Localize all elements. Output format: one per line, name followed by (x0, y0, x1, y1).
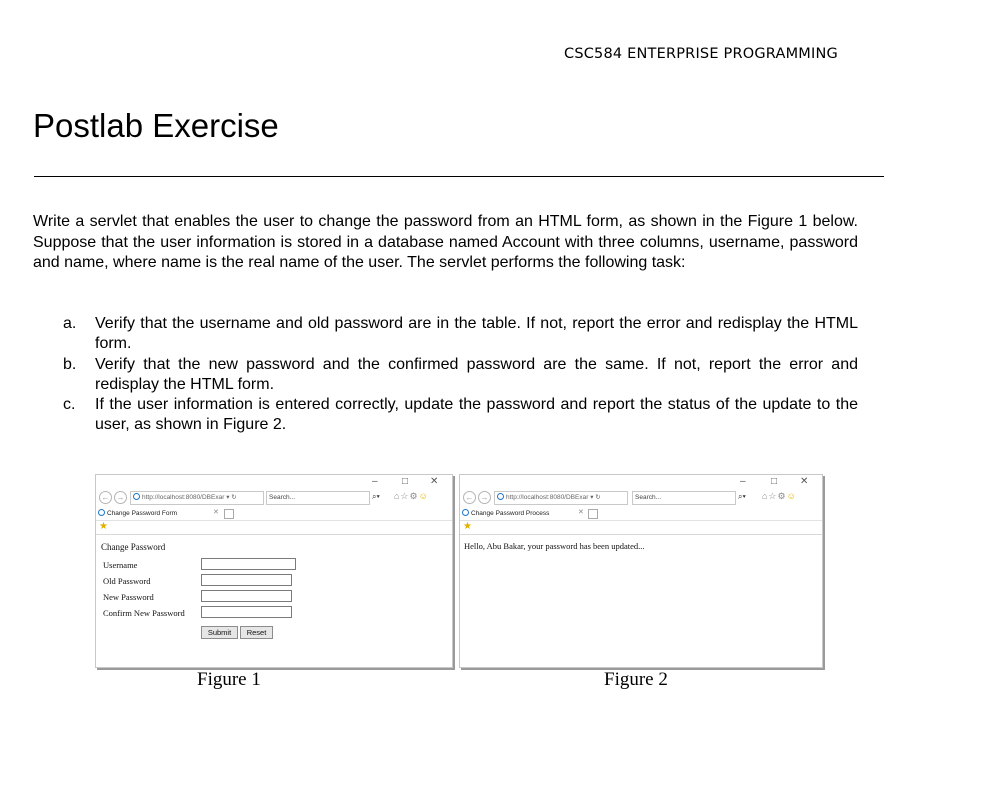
search-icon[interactable]: ⌕▾ (372, 492, 380, 501)
forward-icon[interactable]: → (478, 491, 491, 504)
address-bar[interactable]: http://localhost:8080/DBExar ▾ ↻ (494, 491, 628, 505)
reset-button[interactable]: Reset (240, 626, 273, 639)
minimize-icon[interactable]: – (740, 476, 746, 487)
task-list (63, 314, 858, 436)
task-text: Verify that the username and old password are in the table. If not, report the error and redisplay the HTML form. (95, 315, 858, 353)
figure1-browser-window (95, 474, 453, 668)
page-title: Postlab Exercise (33, 107, 279, 144)
task-text: Verify that the new password and the confirmed password are the same. If not, report the error and redisplay the HTML form. (95, 355, 858, 393)
task-text: If the user information is entered correctly, update the password and report the status of the update to the user, as shown in Figure 2. (95, 396, 858, 434)
new-tab-button[interactable] (588, 509, 598, 519)
address-text: http://localhost:8080/DBExar (142, 494, 225, 501)
figure1-caption: Figure 1 (197, 669, 261, 690)
smiley-icon[interactable]: ☺ (786, 491, 797, 501)
back-icon[interactable]: ← (99, 491, 112, 504)
tab-close-icon[interactable]: ✕ (213, 509, 219, 516)
ie-logo-icon (133, 493, 140, 500)
task-item-c (63, 395, 858, 436)
ie-logo-icon (462, 509, 469, 516)
task-item-a (63, 314, 858, 355)
maximize-icon[interactable]: □ (402, 476, 409, 487)
window-titlebar (96, 475, 452, 489)
username-label: Username (103, 560, 138, 570)
confirm-password-input[interactable] (201, 606, 292, 618)
course-header: CSC584 ENTERPRISE PROGRAMMING (564, 46, 838, 62)
maximize-icon[interactable]: □ (771, 476, 778, 487)
figure2-caption: Figure 2 (604, 669, 668, 690)
forward-icon[interactable]: → (114, 491, 127, 504)
favorites-bar (460, 521, 822, 535)
figure2-browser-window (459, 474, 823, 668)
tab-strip (460, 507, 822, 521)
new-tab-button[interactable] (224, 509, 234, 519)
address-bar[interactable]: http://localhost:8080/DBExar ▾ ↻ (130, 491, 264, 505)
search-icon[interactable]: ⌕▾ (738, 492, 746, 501)
tab-change-password-form[interactable] (98, 508, 177, 521)
navigation-bar (460, 489, 822, 507)
task-marker: a. (63, 315, 77, 332)
search-input[interactable]: Search... (266, 491, 370, 505)
favorites-bar (96, 521, 452, 535)
smiley-icon[interactable]: ☺ (418, 491, 429, 501)
tab-close-icon[interactable]: ✕ (578, 509, 584, 516)
tab-change-password-process[interactable] (462, 508, 549, 521)
tab-title: Change Password Form (107, 510, 178, 517)
close-icon[interactable]: ✕ (800, 476, 809, 487)
back-icon[interactable]: ← (463, 491, 476, 504)
toolbar-icons[interactable]: ⌂☆⚙☺ (762, 491, 797, 501)
new-password-input[interactable] (201, 590, 292, 602)
window-titlebar (460, 475, 822, 489)
update-status-message: Hello, Abu Bakar, your password has been updated... (464, 541, 645, 551)
old-password-input[interactable] (201, 574, 292, 586)
tab-title: Change Password Process (471, 510, 550, 517)
navigation-bar (96, 489, 452, 507)
toolbar-icons[interactable]: ⌂☆⚙☺ (394, 491, 429, 501)
tab-strip (96, 507, 452, 521)
task-item-b (63, 355, 858, 396)
title-divider (34, 176, 884, 177)
task-marker: c. (63, 396, 76, 414)
task-marker: b. (63, 355, 77, 373)
submit-button[interactable]: Submit (201, 626, 238, 639)
form-heading: Change Password (101, 542, 166, 552)
address-text: http://localhost:8080/DBExar (506, 494, 589, 501)
minimize-icon[interactable]: – (372, 476, 378, 487)
intro-paragraph: Write a servlet that enables the user to change the password from an HTML form, as shown in the Figure 1 below. Suppose that the user information is stored in a database named Account with three columns, username, password and name, where name is the real name of the user. The servlet performs the following task: (33, 213, 858, 271)
ie-logo-icon (98, 509, 105, 516)
favorites-star-icon[interactable]: ★ (99, 521, 108, 532)
favorites-star-icon[interactable]: ★ (463, 521, 472, 532)
old-password-label: Old Password (103, 576, 151, 586)
close-icon[interactable]: ✕ (430, 476, 439, 487)
new-password-label: New Password (103, 592, 154, 602)
ie-logo-icon (497, 493, 504, 500)
username-input[interactable] (201, 558, 296, 570)
search-input[interactable]: Search... (632, 491, 736, 505)
confirm-password-label: Confirm New Password (103, 608, 185, 618)
